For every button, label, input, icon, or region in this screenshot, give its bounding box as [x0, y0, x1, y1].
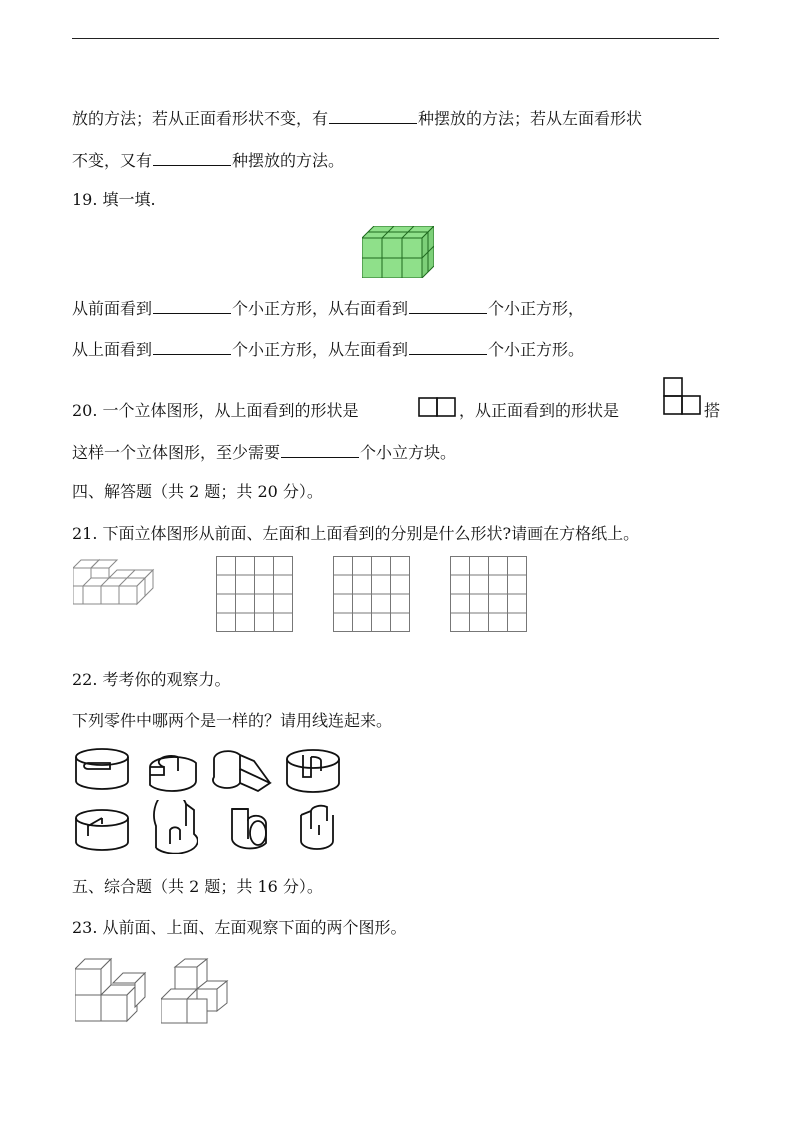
- part-6[interactable]: [150, 800, 198, 854]
- q20-blank[interactable]: [281, 441, 359, 458]
- q18-text-b: 种摆放的方法；若从左面看形状: [418, 109, 643, 128]
- q20-line-1c: 搭: [704, 401, 721, 420]
- q19-unit-3: 个小正方形，: [232, 340, 329, 359]
- q19-unit-4: 个小正方形。: [488, 340, 585, 359]
- q20-line-1b: [459, 401, 619, 421]
- q19-blank-top[interactable]: [153, 338, 231, 355]
- q19-blank-right[interactable]: [409, 297, 487, 314]
- q20-text-a: 20. 一个立体图形，从上面看到的形状是: [72, 401, 359, 420]
- part-7[interactable]: [220, 803, 272, 853]
- section-4-heading: 四、解答题（共 2 题；共 20 分）。: [72, 482, 323, 501]
- part-3[interactable]: [210, 749, 274, 795]
- q21-grid-left[interactable]: [333, 556, 410, 632]
- q21-question: 21. 下面立体图形从前面、左面和上面看到的分别是什么形状?请画在方格纸上。: [72, 524, 640, 543]
- q18-text-c: 不变，又有: [72, 151, 153, 170]
- q18-line-2: [72, 149, 344, 171]
- q18-text-d: 种摆放的方法。: [232, 151, 345, 170]
- q19-left-label: 从左面看到: [328, 340, 409, 359]
- q19-blank-left[interactable]: [409, 338, 487, 355]
- q18-text-a: 放的方法；若从正面看形状不变，有: [72, 109, 329, 128]
- q19-unit-1: 个小正方形，: [232, 299, 329, 318]
- q18-line-1: [72, 107, 642, 129]
- q21-grid-front[interactable]: [216, 556, 293, 632]
- q19-blank-front[interactable]: [153, 297, 231, 314]
- q19-line-1: [72, 297, 584, 319]
- q18-blank-front[interactable]: [329, 107, 417, 124]
- q19-cube-figure: [362, 226, 434, 278]
- header-rule: [72, 38, 719, 39]
- part-2[interactable]: [144, 749, 200, 795]
- q20-text-c: 这样一个立体图形，至少需要: [72, 443, 281, 462]
- q23-question: 23. 从前面、上面、左面观察下面的两个图形。: [72, 918, 407, 937]
- part-8[interactable]: [297, 801, 337, 853]
- q19-top-label: 从上面看到: [72, 340, 153, 359]
- q20-text-b: ，从正面看到的形状是: [459, 401, 620, 420]
- q23-figure-1: [75, 957, 155, 1025]
- q20-line-1: [72, 401, 359, 421]
- q21-grid-top[interactable]: [450, 556, 527, 632]
- q20-text-d: 个小立方块。: [360, 443, 457, 462]
- part-4[interactable]: [285, 747, 343, 795]
- q19-front-label: 从前面看到: [72, 299, 153, 318]
- q22-title: 22. 考考你的观察力。: [72, 670, 231, 689]
- q19-title: 19. 填一填.: [72, 190, 156, 209]
- q23-figure-2: [161, 957, 231, 1025]
- q21-solid-figure: [73, 556, 157, 608]
- q22-instruction: 下列零件中哪两个是一样的？请用线连起来。: [72, 711, 393, 730]
- q18-blank-left[interactable]: [153, 149, 231, 166]
- q20-front-view-figure: [663, 377, 703, 417]
- part-5[interactable]: [74, 808, 130, 854]
- q19-unit-2: 个小正方形，: [488, 299, 585, 318]
- q19-line-2: [72, 338, 584, 360]
- q20-line-2: [72, 441, 456, 463]
- q20-top-view-figure: [418, 397, 458, 417]
- section-5-heading: 五、综合题（共 2 题；共 16 分）。: [72, 877, 323, 896]
- part-1[interactable]: [74, 747, 130, 793]
- q19-right-label: 从右面看到: [328, 299, 409, 318]
